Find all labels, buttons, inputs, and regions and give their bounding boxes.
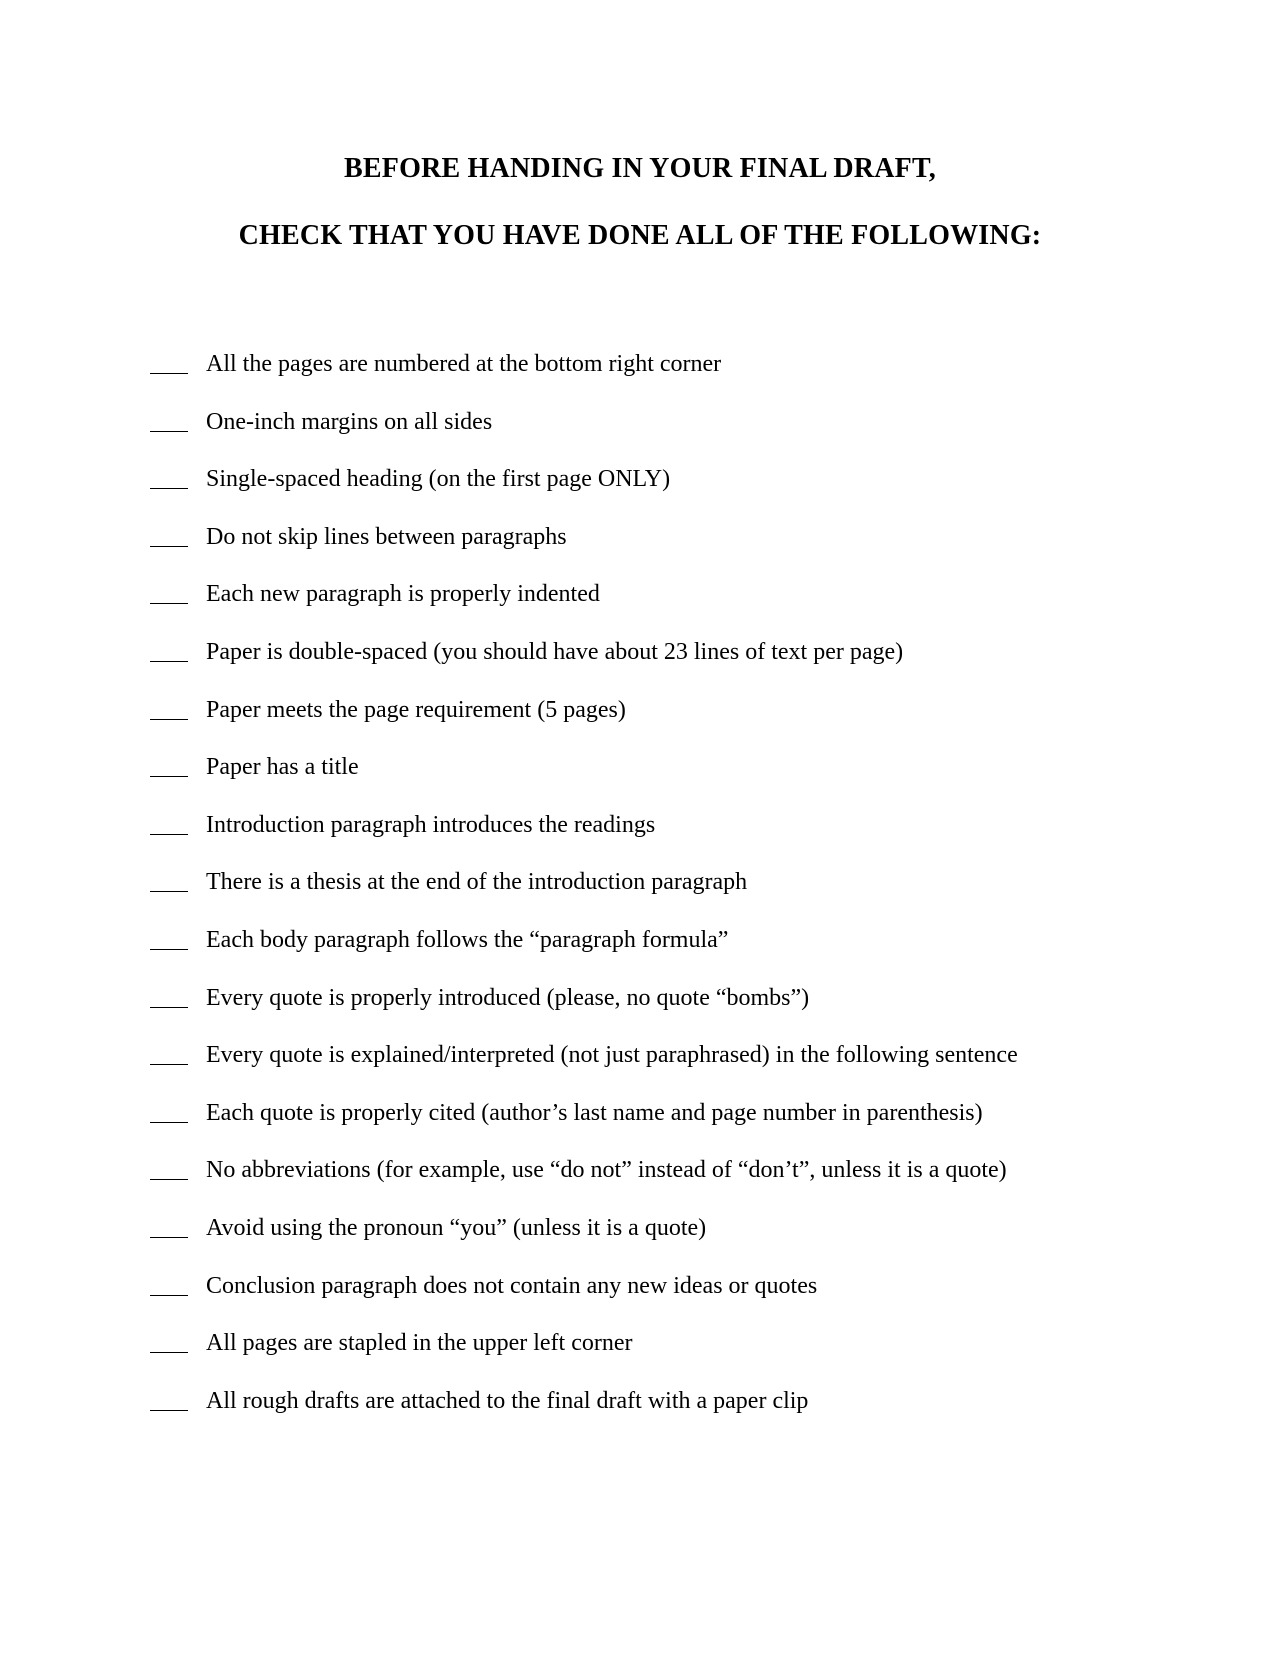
checklist-item-text: There is a thesis at the end of the introduction paragraph (206, 869, 748, 895)
checklist-item (0, 464, 1280, 498)
checklist-item (0, 349, 1280, 383)
heading-line-1: BEFORE HANDING IN YOUR FINAL DRAFT, (344, 153, 936, 184)
checklist-item-text: Single-spaced heading (on the first page ONLY) (206, 466, 671, 492)
checklist-item-text: One-inch margins on all sides (206, 409, 493, 435)
checklist-item-text: Paper is double-spaced (you should have about 23 lines of text per page) (206, 639, 904, 665)
checkbox-blank-line (150, 603, 188, 604)
checkbox-blank-line (150, 891, 188, 892)
checklist-item-text: All the pages are numbered at the bottom right corner (206, 351, 722, 377)
checklist-item (0, 1098, 1280, 1132)
checkbox-blank-line (150, 776, 188, 777)
checklist-item (0, 637, 1280, 671)
checkbox-blank-line (150, 1179, 188, 1180)
checkbox-blank-line (150, 373, 188, 374)
checkbox-blank-line (150, 1122, 188, 1123)
checklist-item (0, 1155, 1280, 1189)
checklist-item-text: Each body paragraph follows the “paragraph formula” (206, 927, 729, 953)
checklist-item-text: Paper meets the page requirement (5 pages) (206, 697, 626, 723)
checklist-item (0, 810, 1280, 844)
checkbox-blank-line (150, 431, 188, 432)
checkbox-blank-line (150, 719, 188, 720)
checkbox-blank-line (150, 834, 188, 835)
checklist-item (0, 407, 1280, 441)
checklist-item-text: Avoid using the pronoun “you” (unless it is a quote) (206, 1215, 707, 1241)
checklist-item-text: Conclusion paragraph does not contain any new ideas or quotes (206, 1273, 818, 1299)
checkbox-blank-line (150, 1237, 188, 1238)
checklist-item (0, 522, 1280, 556)
checklist-item (0, 1040, 1280, 1074)
checklist-item-text: Introduction paragraph introduces the readings (206, 812, 656, 838)
checklist-item (0, 867, 1280, 901)
checkbox-blank-line (150, 488, 188, 489)
checkbox-blank-line (150, 949, 188, 950)
checkbox-blank-line (150, 1295, 188, 1296)
checklist-item (0, 579, 1280, 613)
checklist-item-text: Every quote is properly introduced (please, no quote “bombs”) (206, 985, 810, 1011)
checkbox-blank-line (150, 1410, 188, 1411)
checklist-item (0, 983, 1280, 1017)
checklist-item-text: Paper has a title (206, 754, 359, 780)
checklist-item (0, 1328, 1280, 1362)
checkbox-blank-line (150, 1352, 188, 1353)
checklist-item (0, 925, 1280, 959)
checkbox-blank-line (150, 661, 188, 662)
checklist-item-text: Every quote is explained/interpreted (not just paraphrased) in the following sentence (206, 1042, 1018, 1068)
checkbox-blank-line (150, 546, 188, 547)
checklist-item-text: Each new paragraph is properly indented (206, 581, 600, 607)
checklist-item-text: All rough drafts are attached to the final draft with a paper clip (206, 1388, 809, 1414)
checkbox-blank-line (150, 1064, 188, 1065)
checklist-item (0, 1271, 1280, 1305)
checklist-item (0, 695, 1280, 729)
heading-line-2: CHECK THAT YOU HAVE DONE ALL OF THE FOLLOWING: (238, 220, 1042, 251)
checkbox-blank-line (150, 1007, 188, 1008)
checklist-item (0, 752, 1280, 786)
checklist-item-text: Do not skip lines between paragraphs (206, 524, 567, 550)
checklist-item (0, 1386, 1280, 1420)
checklist-item (0, 1213, 1280, 1247)
checklist-item-text: All pages are stapled in the upper left corner (206, 1330, 633, 1356)
checklist-item-text: No abbreviations (for example, use “do not” instead of “don’t”, unless it is a quote) (206, 1157, 1007, 1183)
checklist-item-text: Each quote is properly cited (author’s last name and page number in parenthesis) (206, 1100, 983, 1126)
